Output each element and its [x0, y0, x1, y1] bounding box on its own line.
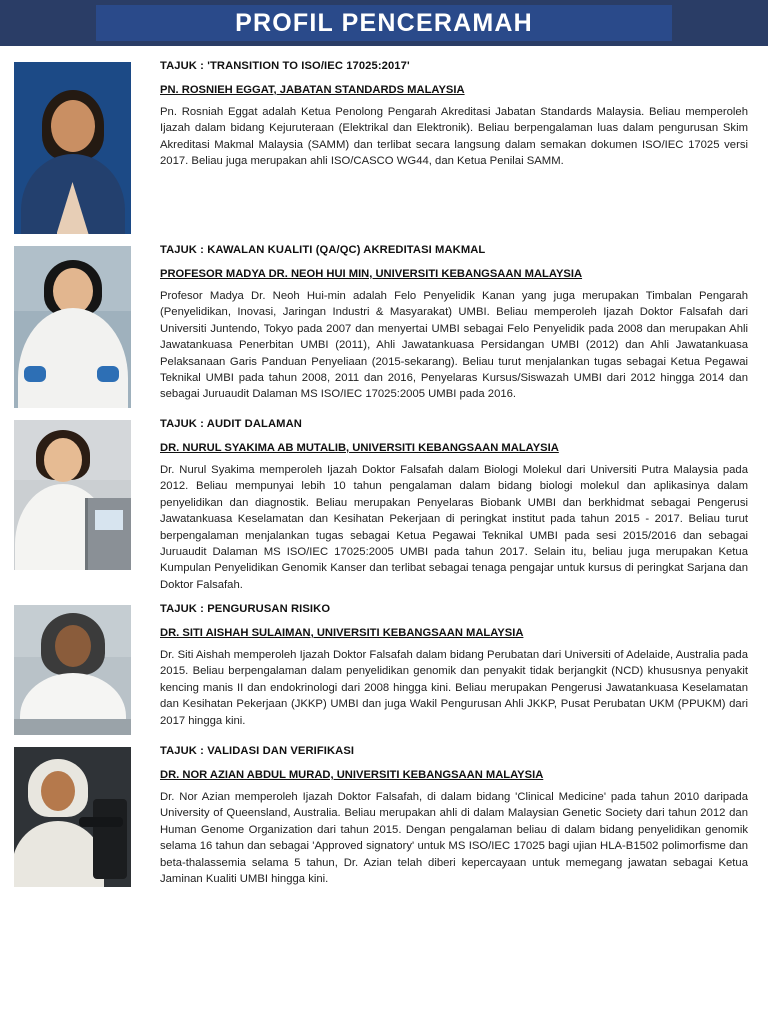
instrument-shape: [85, 498, 131, 570]
lab-coat-shape: [14, 821, 104, 887]
speaker-bio: Dr. Nor Azian memperoleh Ijazah Doktor Falsafah, di dalam bidang 'Clinical Medicine' pada tahun 2010 daripada University of Queensland, Australia. Beliau merupakan ahli di dalam Malaysian Genetic Society dari tahun 2012 dan Human Genome Organization dari tahun 2015. Dengan pengalaman beliau di dalam bidang penyelidikan genomik selama 16 tahun dan sebagai 'Approved signatory' untuk MS ISO/IEC 17025 bagi ujian HLA-B1502 polimorfisme dan beta-thalassemia selama 5 tahun, Dr. Azian telah diberi kepercayaan untuk memegang jawatan sebagai Ketua Jaminan Kualiti UMBI hingga kini.: [160, 791, 748, 885]
speaker-name: DR. NURUL SYAKIMA AB MUTALIB, UNIVERSITI KEBANGSAAN MALAYSIA: [160, 442, 559, 454]
photo-column: [14, 414, 146, 570]
header-band: [0, 0, 768, 46]
photo-column: [14, 56, 146, 234]
talk-title: TAJUK : PENGURUSAN RISIKO: [160, 603, 331, 615]
text-column: [146, 741, 754, 887]
text-column: [146, 240, 754, 403]
lab-coat-shape: [18, 308, 128, 408]
text-column: [146, 56, 754, 170]
portrait-rosniah-eggat: [14, 62, 131, 234]
microscope-arm-shape: [79, 817, 123, 827]
glove-right-shape: [97, 366, 119, 382]
text-column: [146, 414, 754, 593]
photo-column: [14, 741, 146, 887]
portrait-neoh-hui-min: [14, 246, 131, 408]
speaker-bio: Dr. Nurul Syakima memperoleh Ijazah Doktor Falsafah dalam Biologi Molekul dari Universiti Putra Malaysia pada 2012. Beliau mempunyai lebih 10 tahun pengalaman dalam bidang biologi molekul dan aplikasinya dalam penyelidikan dan diagnostik. Beliau merupakan Penyelaras Biobank UMBI dan berkhidmat sebagai Pengerusi Jawatankuasa Keselamatan dan Kesihatan Pekerjaan di peringkat institut pada tahun 2015 - 2017. Beliau turut berpengalaman menjalankan tugas sebagai Ketua Pegawai Teknikal UMBI pada sesi 2015/2016 dan sebagai Juruaudit Dalaman MS ISO/IEC 17025:2005 UMBI pada tahun 2017. Selain itu, beliau juga merupakan Ketua Kumpulan Penyelidikan Genomik Kanser dan terlibat sebagai tenaga pengajar untuk kursus di peringkat Sarjana dan Doktor Falsafah.: [160, 464, 748, 591]
microscope-shape: [93, 799, 127, 879]
speaker-name: PROFESOR MADYA DR. NEOH HUI MIN, UNIVERSITI KEBANGSAAN MALAYSIA: [160, 268, 583, 280]
speaker-name: PN. ROSNIEH EGGAT, JABATAN STANDARDS MALAYSIA: [160, 84, 465, 96]
profile-entry: [14, 414, 754, 593]
profile-entry: [14, 56, 754, 234]
talk-title: TAJUK : AUDIT DALAMAN: [160, 418, 302, 430]
face-shape: [44, 438, 82, 482]
portrait-nurul-syakima-ab-mutalib: [14, 420, 131, 570]
face-shape: [51, 100, 95, 152]
photo-column: [14, 240, 146, 408]
portrait-nor-azian-abdul-murad: [14, 747, 131, 887]
profile-entry: [14, 599, 754, 735]
portrait-siti-aishah-sulaiman: [14, 605, 131, 735]
speaker-name: DR. NOR AZIAN ABDUL MURAD, UNIVERSITI KEBANGSAAN MALAYSIA: [160, 769, 544, 781]
talk-title: TAJUK : KAWALAN KUALITI (QA/QC) AKREDITASI MAKMAL: [160, 244, 486, 256]
speaker-name: DR. SITI AISHAH SULAIMAN, UNIVERSITI KEBANGSAAN MALAYSIA: [160, 627, 524, 639]
text-column: [146, 599, 754, 729]
speaker-bio: Profesor Madya Dr. Neoh Hui-min adalah Felo Penyelidik Kanan yang juga merupakan Timbalan Pengarah (Penyelidikan, Inovasi, Jaringan Industri & Masyarakat) UMBI. Beliau memperoleh Ijazah Doktor Falsafah dari Universiti Juntendo, Tokyo pada 2007 dan menyertai UMBI sebagai Felo Penyelidik pada 2008 dan merupakan Ahli Jawatankuasa Penerbitan UMBI (2011), Ahli Jawatankuasa Persidangan UMBI (2012) dan Ahli Jawatankuasa Pelaksanaan Garis Panduan Penyeliaan (2015-sekarang). Beliau turut menjalankan tugas sebagai Ketua Pegawai Teknikal UMBI pada tahun 2008, 2011 dan 2016, Penyelaras Kursus/Siswazah UMBI dari 2012 hingga 2014 dan sebagai Juruaudit Dalaman MS ISO/IEC 17025:2005 UMBI pada 2016.: [160, 290, 748, 401]
glove-left-shape: [24, 366, 46, 382]
face-shape: [41, 771, 75, 811]
talk-title: TAJUK : 'TRANSITION TO ISO/IEC 17025:2017': [160, 60, 410, 72]
face-shape: [55, 625, 91, 667]
profile-entry: [14, 741, 754, 887]
profile-entry: [14, 240, 754, 408]
bench-shape: [14, 719, 131, 735]
talk-title: TAJUK : VALIDASI DAN VERIFIKASI: [160, 745, 355, 757]
header-panel: [96, 5, 672, 41]
speaker-bio: Pn. Rosniah Eggat adalah Ketua Penolong Pengarah Akreditasi Jabatan Standards Malaysia. Beliau memperoleh Ijazah dalam bidang Kejuruteraan (Elektrikal dan Elektronik). Beliau berpengalaman luas dalam pengurusan Skim Akreditasi Makmal Malaysia (SAMM) dan terlibat secara langsung dalam semakan dokumen ISO/IEC 17025 versi 2017. Beliau juga merupakan ahli ISO/CASCO WG44, dan Ketua Penilai SAMM.: [160, 106, 748, 168]
profile-list: [0, 46, 768, 887]
page-title: PROFIL PENCERAMAH: [235, 8, 533, 37]
speaker-bio: Dr. Siti Aishah memperoleh Ijazah Doktor Falsafah dalam bidang Perubatan dari Universiti of Adelaide, Australia pada 2015. Beliau berpengalaman dalam penyelidikan genomik dan penyakit tidak berjangkit (NCD) khususnya penyakit kencing manis II dan endokrinologi dari 2008 hingga kini. Beliau merupakan Pengerusi Jawatankuasa Keselamatan dan Kesihatan Pekerjaan (JKKP) UMBI dan juga Wakil Pengurusan Ahli JKKP, Pusat Perubatan UKM (PPUKM) dari 2017 hingga kini.: [160, 649, 748, 727]
photo-column: [14, 599, 146, 735]
instrument-screen-shape: [95, 510, 123, 530]
